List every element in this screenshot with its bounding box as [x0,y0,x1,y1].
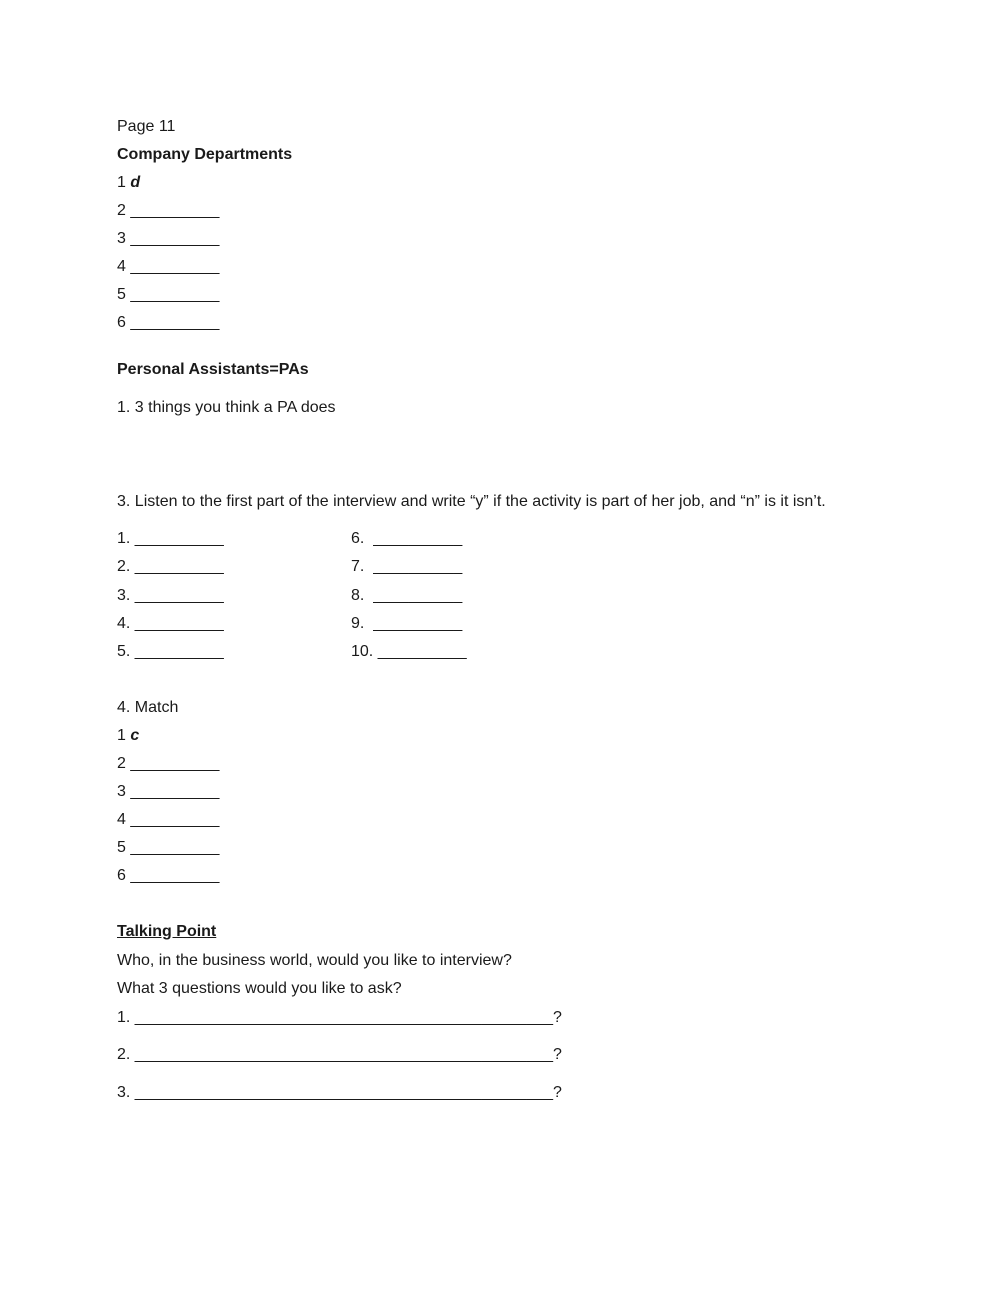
answer-text: c [130,727,140,744]
list-item: 5 __________ [117,286,220,303]
talking-point-line-2: What 3 questions would you like to ask? [117,980,402,997]
match-heading: 4. Match [117,699,179,716]
list-item: 3. __________ [117,587,224,604]
question-3: 3. Listen to the first part of the interview and write “y” if the activity is part of her job, and “n” is it isn’t. [117,493,826,510]
list-item: 5. __________ [117,643,224,660]
list-item: 6 __________ [117,867,220,884]
list-item: 3 __________ [117,230,220,247]
list-item: 2 __________ [117,202,220,219]
list-item: 4. __________ [117,615,224,632]
talking-point-line-1: Who, in the business world, would you like to interview? [117,952,512,969]
company-departments-heading: Company Departments [117,146,293,163]
list-item: 1 c [117,727,140,744]
list-item: 2. __________ [117,558,224,575]
question-line: 3. _______________________________________________? [117,1084,562,1101]
list-item: 9. __________ [351,615,463,632]
talking-point-heading: Talking Point [117,923,217,940]
list-item: 6. __________ [351,530,463,547]
list-item: 10. __________ [351,643,467,660]
list-item: 2 __________ [117,755,220,772]
list-item: 7. __________ [351,558,463,575]
list-item: 5 __________ [117,839,220,856]
list-item: 8. __________ [351,587,463,604]
list-item: 4 __________ [117,811,220,828]
page-label: Page 11 [117,118,176,135]
personal-assistants-heading: Personal Assistants=PAs [117,361,309,378]
question-line: 2. _______________________________________________? [117,1046,562,1063]
list-item: 4 __________ [117,258,220,275]
question-1: 1. 3 things you think a PA does [117,399,336,416]
list-item: 1. __________ [117,530,224,547]
question-line: 1. _______________________________________________? [117,1009,562,1026]
answer-text: d [130,174,141,191]
list-item: 3 __________ [117,783,220,800]
list-item: 1 d [117,174,141,191]
list-item: 6 __________ [117,314,220,331]
